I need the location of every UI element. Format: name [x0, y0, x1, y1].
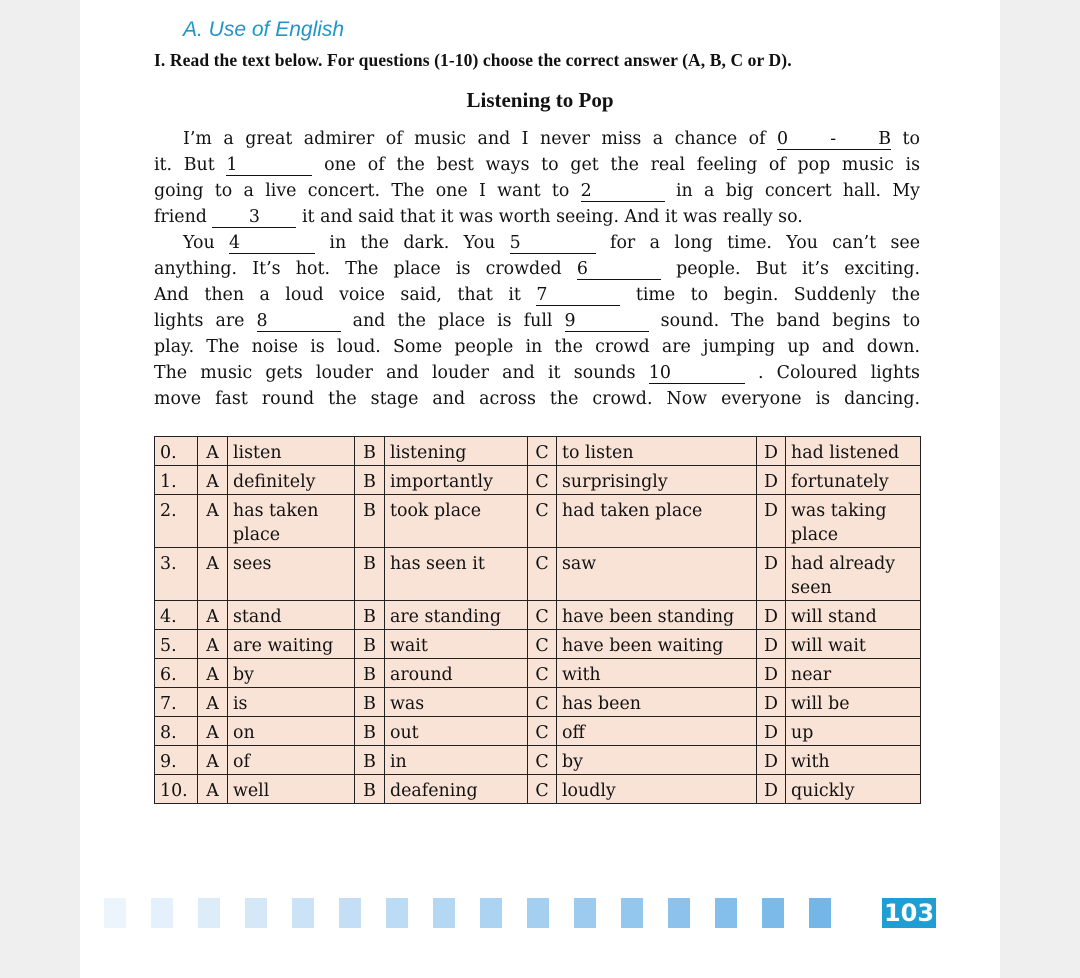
option-row — [155, 601, 921, 630]
passage-line — [154, 282, 920, 308]
option-c: has been — [557, 688, 757, 717]
decoration-square — [668, 898, 690, 928]
task-instruction: I. Read the text below. For questions (1-10) choose the correct answer (A, B, C or D). — [154, 50, 792, 70]
option-row — [155, 495, 921, 548]
option-letter-d: D — [757, 601, 786, 630]
option-letter-c: C — [528, 688, 557, 717]
option-a: is — [228, 688, 355, 717]
gap-2: 2 — [581, 181, 665, 202]
passage-text: friend — [154, 207, 207, 227]
option-letter-d: D — [757, 746, 786, 775]
decoration-square — [715, 898, 737, 928]
passage-text: time to begin. Suddenly the — [635, 285, 920, 305]
option-letter-b: B — [355, 775, 385, 804]
option-row — [155, 688, 921, 717]
option-letter-c: C — [528, 466, 557, 495]
option-d: up — [786, 717, 921, 746]
gap-10: 10 — [649, 363, 745, 384]
option-b: listening — [385, 437, 528, 466]
option-d: was taking place — [786, 495, 921, 548]
option-d: near — [786, 659, 921, 688]
option-c: to listen — [557, 437, 757, 466]
question-number: 0. — [155, 437, 198, 466]
option-c: off — [557, 717, 757, 746]
option-a: on — [228, 717, 355, 746]
decoration-square — [339, 898, 361, 928]
option-letter-b: B — [355, 746, 385, 775]
passage-text: people. But it’s exciting. — [676, 259, 921, 279]
option-letter-b: B — [355, 437, 385, 466]
decoration-square — [292, 898, 314, 928]
option-letter-d: D — [757, 495, 786, 548]
passage-line — [154, 126, 920, 152]
option-letter-a: A — [198, 630, 228, 659]
option-c: by — [557, 746, 757, 775]
option-a: are waiting — [228, 630, 355, 659]
option-letter-c: C — [528, 746, 557, 775]
gap-1: 1 — [226, 155, 312, 176]
option-b: wait — [385, 630, 528, 659]
option-d: fortunately — [786, 466, 921, 495]
passage-line — [154, 308, 920, 334]
option-letter-a: A — [198, 717, 228, 746]
decoration-square — [198, 898, 220, 928]
option-row — [155, 548, 921, 601]
decoration-square — [433, 898, 455, 928]
option-letter-d: D — [757, 659, 786, 688]
passage-text: And then a loud voice said, that it — [154, 285, 521, 305]
option-b: out — [385, 717, 528, 746]
option-a: of — [228, 746, 355, 775]
passage-text: it and said that it was worth seeing. And it was really so. — [302, 207, 803, 227]
option-letter-a: A — [198, 495, 228, 548]
option-row — [155, 717, 921, 746]
option-c: with — [557, 659, 757, 688]
option-c: had taken place — [557, 495, 757, 548]
passage-text: sound. The band begins to — [660, 311, 921, 331]
option-b: are standing — [385, 601, 528, 630]
option-letter-d: D — [757, 630, 786, 659]
answer-options-table — [154, 436, 921, 804]
option-b: in — [385, 746, 528, 775]
option-letter-c: C — [528, 548, 557, 601]
option-letter-d: D — [757, 688, 786, 717]
passage-text: one of the best ways to get the real feeling of pop music is — [324, 155, 921, 175]
question-number: 1. — [155, 466, 198, 495]
option-letter-c: C — [528, 630, 557, 659]
option-row — [155, 630, 921, 659]
passage-line — [154, 360, 920, 386]
passage-text: to — [902, 129, 920, 149]
option-letter-b: B — [355, 659, 385, 688]
option-b: importantly — [385, 466, 528, 495]
passage-line — [154, 230, 920, 256]
option-a: listen — [228, 437, 355, 466]
passage-line — [154, 256, 920, 282]
textbook-page — [80, 0, 1000, 978]
passage-text: going to a live concert. The one I want to — [154, 181, 570, 201]
passage-line — [154, 152, 920, 178]
option-d: quickly — [786, 775, 921, 804]
option-c: saw — [557, 548, 757, 601]
option-letter-a: A — [198, 601, 228, 630]
question-number: 4. — [155, 601, 198, 630]
option-letter-c: C — [528, 659, 557, 688]
decoration-square — [386, 898, 408, 928]
option-row — [155, 775, 921, 804]
option-letter-c: C — [528, 775, 557, 804]
option-letter-d: D — [757, 466, 786, 495]
option-b: deafening — [385, 775, 528, 804]
gap-9: 9 — [565, 311, 649, 332]
option-letter-b: B — [355, 717, 385, 746]
passage-text: in a big concert hall. My — [675, 181, 921, 201]
option-d: had listened — [786, 437, 921, 466]
option-letter-a: A — [198, 466, 228, 495]
option-d: will stand — [786, 601, 921, 630]
option-c: surprisingly — [557, 466, 757, 495]
question-number: 9. — [155, 746, 198, 775]
option-row — [155, 659, 921, 688]
option-row — [155, 746, 921, 775]
option-b: took place — [385, 495, 528, 548]
option-letter-d: D — [757, 548, 786, 601]
option-letter-c: C — [528, 601, 557, 630]
option-c: have been standing — [557, 601, 757, 630]
passage-text: The music gets louder and louder and it sounds — [154, 363, 636, 383]
option-b: was — [385, 688, 528, 717]
decoration-square — [762, 898, 784, 928]
passage-text: it. But — [154, 155, 215, 175]
option-letter-a: A — [198, 437, 228, 466]
option-b: has seen it — [385, 548, 528, 601]
option-letter-b: B — [355, 548, 385, 601]
gap-4: 4 — [229, 233, 315, 254]
decoration-square — [151, 898, 173, 928]
passage-line: move fast round the stage and across the crowd. Now everyone is dancing. — [154, 389, 920, 409]
option-d: with — [786, 746, 921, 775]
passage-line — [154, 204, 920, 230]
passage-text: You — [183, 233, 215, 253]
option-letter-d: D — [757, 437, 786, 466]
option-row — [155, 437, 921, 466]
option-c: have been waiting — [557, 630, 757, 659]
passage-line — [154, 178, 920, 204]
text-title: Listening to Pop — [466, 88, 614, 112]
option-a: by — [228, 659, 355, 688]
decoration-square — [480, 898, 502, 928]
decoration-square — [574, 898, 596, 928]
question-number: 5. — [155, 630, 198, 659]
decoration-square — [621, 898, 643, 928]
option-a: stand — [228, 601, 355, 630]
option-letter-b: B — [355, 495, 385, 548]
decoration-square — [527, 898, 549, 928]
option-letter-b: B — [355, 688, 385, 717]
option-row — [155, 466, 921, 495]
gap-8: 8 — [257, 311, 341, 332]
option-letter-b: B — [355, 466, 385, 495]
option-letter-c: C — [528, 495, 557, 548]
question-number: 10. — [155, 775, 198, 804]
passage-text: for a long time. You can’t see — [610, 233, 921, 253]
passage-text: in the dark. You — [329, 233, 496, 253]
option-letter-b: B — [355, 601, 385, 630]
option-d: had already seen — [786, 548, 921, 601]
reading-passage — [154, 126, 920, 412]
question-number: 7. — [155, 688, 198, 717]
option-letter-a: A — [198, 659, 228, 688]
decoration-square — [104, 898, 126, 928]
gap-3: 3 — [212, 207, 296, 228]
option-letter-a: A — [198, 548, 228, 601]
passage-text: and the place is full — [352, 311, 553, 331]
decoration-square — [245, 898, 267, 928]
question-number: 8. — [155, 717, 198, 746]
decoration-square — [809, 898, 831, 928]
option-letter-a: A — [198, 746, 228, 775]
question-number: 2. — [155, 495, 198, 548]
option-letter-c: C — [528, 437, 557, 466]
gap-7: 7 — [536, 285, 620, 306]
passage-line: play. The noise is loud. Some people in the crowd are jumping up and down. — [154, 337, 920, 357]
option-letter-d: D — [757, 717, 786, 746]
gap-0: 0 - B — [777, 129, 892, 149]
passage-text: anything. It’s hot. The place is crowded — [154, 259, 562, 279]
option-letter-a: A — [198, 775, 228, 804]
option-d: will be — [786, 688, 921, 717]
option-letter-b: B — [355, 630, 385, 659]
option-letter-d: D — [757, 775, 786, 804]
page-number: 103 — [883, 899, 935, 927]
gap-5: 5 — [510, 233, 596, 254]
passage-text: I’m a great admirer of music and I never miss a chance of — [183, 129, 766, 149]
passage-text: . Coloured lights — [757, 363, 920, 383]
option-a: well — [228, 775, 355, 804]
option-a: definitely — [228, 466, 355, 495]
passage-text: lights are — [154, 311, 245, 331]
question-number: 3. — [155, 548, 198, 601]
option-b: around — [385, 659, 528, 688]
gap-6: 6 — [577, 259, 661, 280]
option-d: will wait — [786, 630, 921, 659]
option-c: loudly — [557, 775, 757, 804]
question-number: 6. — [155, 659, 198, 688]
section-title: A. Use of English — [183, 18, 345, 41]
option-a: sees — [228, 548, 355, 601]
option-letter-c: C — [528, 717, 557, 746]
option-a: has taken place — [228, 495, 355, 548]
option-letter-a: A — [198, 688, 228, 717]
